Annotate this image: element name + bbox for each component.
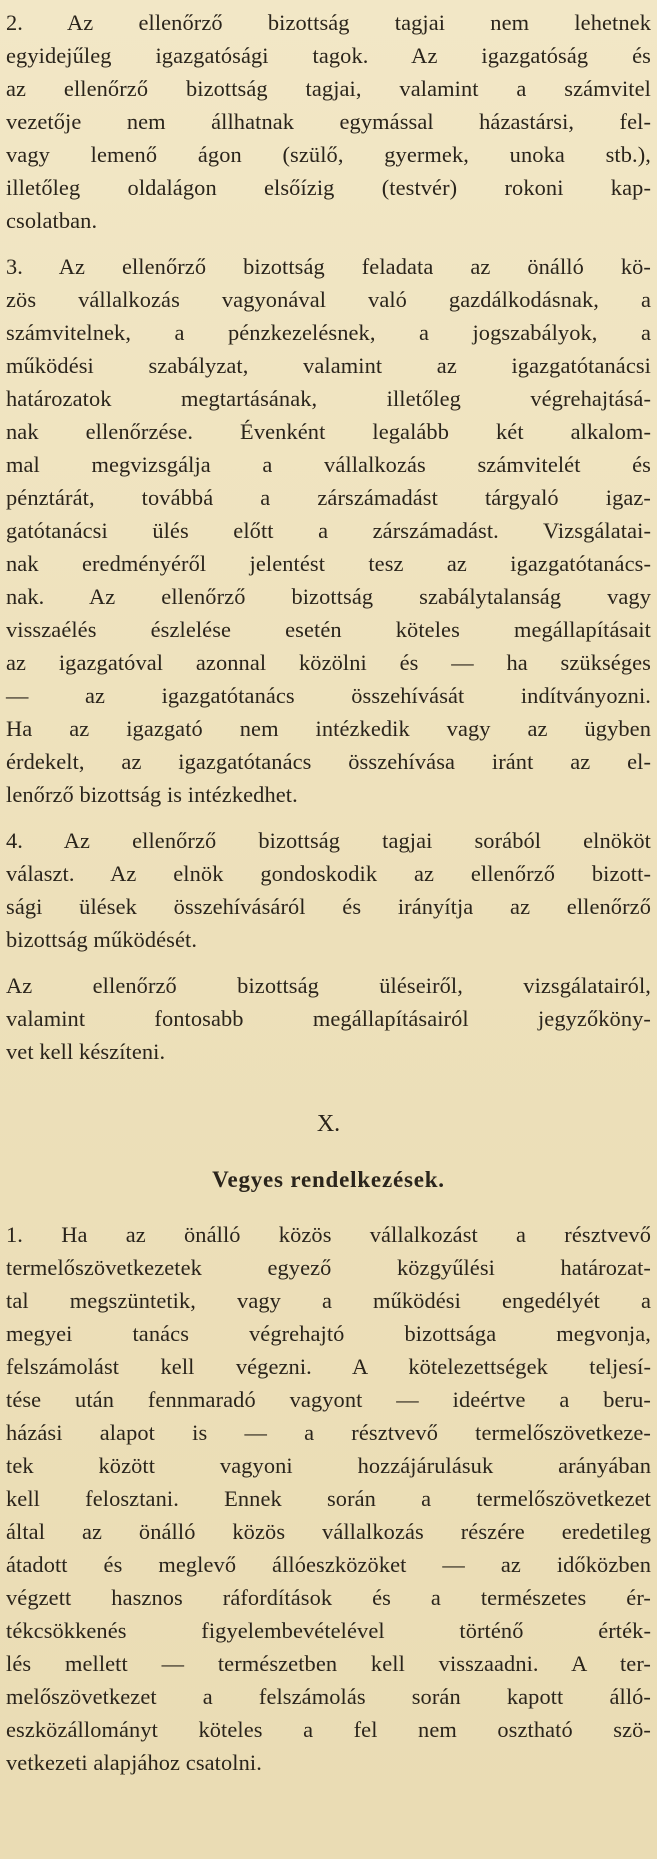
paragraph-gap (6, 956, 651, 969)
paragraph-2 (6, 6, 651, 237)
text-line: tek között vagyoni hozzájárulásuk arányában (6, 1453, 651, 1478)
text-line: lés mellett — természetben kell visszaadni. A ter- (6, 1651, 651, 1676)
text-line: tése után fennmaradó vagyont — ideértve a beru- (6, 1387, 651, 1412)
text-line: Ha az igazgató nem intézkedik vagy az ügyben (6, 716, 651, 741)
text-line: 4. Az ellenőrző bizottság tagjai sorából elnököt (6, 828, 651, 853)
text-line: házási alapot is — a résztvevő termelőszövetkeze- (6, 1420, 651, 1445)
text-line: határozatok megtartásának, illetőleg végrehajtásá- (6, 386, 651, 411)
text-line: tékcsökkenés figyelembevételével történő érték- (6, 1618, 651, 1643)
paragraph-gap (6, 237, 651, 250)
text-line: termelőszövetkezetek egyező közgyűlési határozat- (6, 1255, 651, 1280)
section-title: Vegyes rendelkezések. (212, 1167, 445, 1192)
text-line: pénztárát, továbbá a zárszámadást tárgyaló igaz- (6, 485, 651, 510)
text-line: eszközállományt köteles a fel nem osztható szö- (6, 1717, 651, 1742)
text-line: az igazgatóval azonnal közölni és — ha szükséges (6, 650, 651, 675)
text-line: lenőrző bizottság is intézkedhet. (6, 782, 298, 807)
spacer (6, 1068, 651, 1108)
text-line: bizottság működését. (6, 927, 198, 952)
section-number: X. (316, 1111, 341, 1137)
text-line: az ellenőrző bizottság tagjai, valamint a számvitel (6, 76, 651, 101)
text-line: csolatban. (6, 208, 98, 233)
text-line: vagy lemenő ágon (szülő, gyermek, unoka stb.), (6, 142, 651, 167)
text-line: vezetője nem állhatnak egymással házastársi, fel- (6, 109, 651, 134)
text-line: nak eredményéről jelentést tesz az igazgatótanács- (6, 551, 651, 576)
text-line: egyidejűleg igazgatósági tagok. Az igazgatóság és (6, 43, 651, 68)
text-line: felszámolást kell végezni. A kötelezettségek teljesí- (6, 1354, 651, 1379)
text-line: érdekelt, az igazgatótanács összehívása iránt az el- (6, 749, 651, 774)
text-line: megyei tanács végrehajtó bizottsága megvonja, (6, 1321, 651, 1346)
text-line: — az igazgatótanács összehívását indítványozni. (6, 683, 651, 708)
text-line: sági ülések összehívásáról és irányítja az ellenőrző (6, 894, 651, 919)
paragraph-minutes (6, 969, 651, 1068)
text-line: gatótanácsi ülés előtt a zárszámadást. Vizsgálatai- (6, 518, 651, 543)
bottom-paragraphs (6, 1218, 651, 1779)
text-line: nak ellenőrzése. Évenként legalább két alkalom- (6, 419, 651, 444)
text-line: választ. Az elnök gondoskodik az ellenőrző bizott- (6, 861, 651, 886)
text-line: 2. Az ellenőrző bizottság tagjai nem lehetnek (6, 10, 651, 35)
spacer (6, 1141, 651, 1163)
text-line: vetkezeti alapjához csatolni. (6, 1750, 262, 1775)
text-line: vet kell készíteni. (6, 1039, 166, 1064)
text-line: 1. Ha az önálló közös vállalkozást a résztvevő (6, 1222, 651, 1247)
text-line: végzett hasznos ráfordítások és a természetes ér- (6, 1585, 651, 1610)
text-line: zös vállalkozás vagyonával való gazdálkodásnak, a (6, 287, 651, 312)
text-line: melőszövetkezet a felszámolás során kapott álló- (6, 1684, 651, 1709)
text-line: kell felosztani. Ennek során a termelőszövetkezet (6, 1486, 651, 1511)
text-line: visszaélés észlelése esetén köteles megállapításait (6, 617, 651, 642)
paragraph-4 (6, 824, 651, 956)
text-line: működési szabályzat, valamint az igazgatótanácsi (6, 353, 651, 378)
text-line: illetőleg oldalágon elsőízig (testvér) rokoni kap- (6, 175, 651, 200)
paragraph-gap (6, 811, 651, 824)
paragraph-x-1 (6, 1218, 651, 1779)
text-line: nak. Az ellenőrző bizottság szabálytalanság vagy (6, 584, 651, 609)
spacer (6, 1196, 651, 1218)
top-paragraphs (6, 6, 651, 1068)
text-line: mal megvizsgálja a vállalkozás számvitelét és (6, 452, 651, 477)
text-line: 3. Az ellenőrző bizottság feladata az önálló kö- (6, 254, 651, 279)
text-line: valamint fontosabb megállapításairól jegyzőköny- (6, 1006, 651, 1031)
text-line: Az ellenőrző bizottság üléseiről, vizsgálatairól, (6, 973, 651, 998)
text-line: számvitelnek, a pénzkezelésnek, a jogszabályok, a (6, 320, 651, 345)
text-line: által az önálló közös vállalkozás részére eredetileg (6, 1519, 651, 1544)
text-line: tal megszüntetik, vagy a működési engedélyét a (6, 1288, 651, 1313)
text-line: átadott és meglevő állóeszközöket — az időközben (6, 1552, 651, 1577)
paragraph-3 (6, 250, 651, 811)
